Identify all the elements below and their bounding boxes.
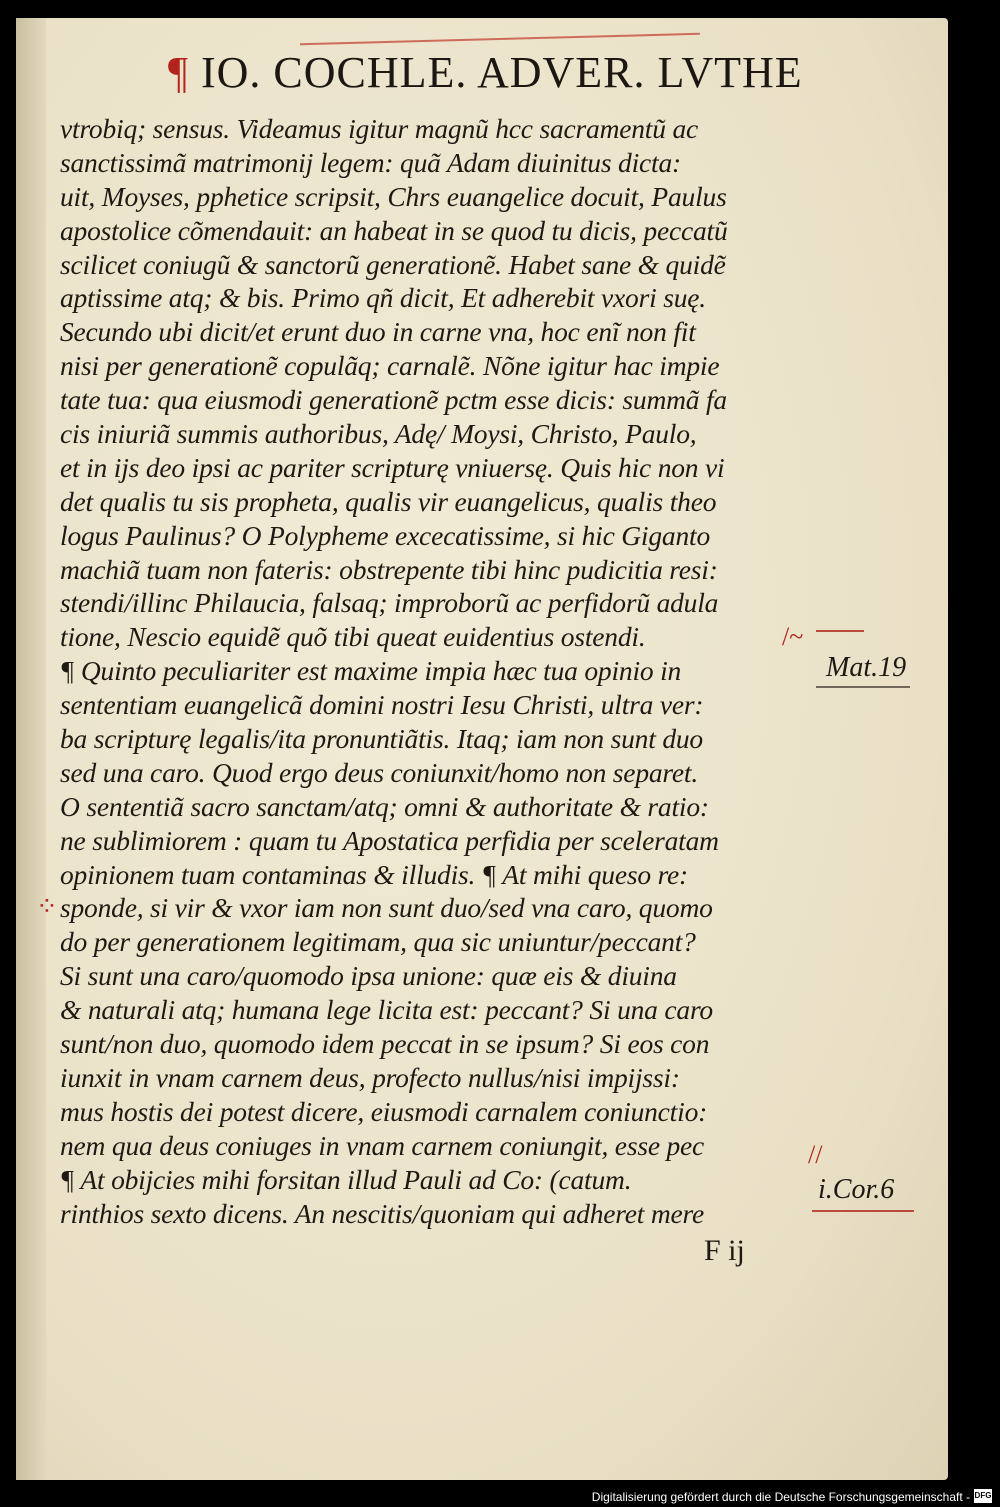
margin-note-rule-cor bbox=[812, 1210, 914, 1212]
text-line: scilicet coniugũ & sanctorũ generationẽ. Habet sane & quidẽ bbox=[60, 248, 726, 280]
margin-note-mat: Mat.19 bbox=[826, 652, 907, 683]
text-line: opinionem tuam contaminas & illudis. ¶ At mihi queso re: bbox=[60, 858, 689, 890]
text-line: sed una caro. Quod ergo deus coniunxit/homo non separet. bbox=[60, 756, 699, 788]
text-line: Si sunt una caro/quomodo ipsa unione: quæ eis & diuina bbox=[60, 960, 677, 992]
text-line: do per generationem legitimam, qua sic uniuntur/peccant? bbox=[60, 926, 696, 958]
text-line: apostolice cõmendauit: an habeat in se quod tu dicis, peccatũ bbox=[60, 214, 728, 246]
text-line: vtrobiq; sensus. Videamus igitur magnũ hcc sacramentũ ac bbox=[60, 113, 699, 144]
text-line: ne sublimiorem : quam tu Apostatica perfidia per sceleratam bbox=[60, 824, 719, 856]
text-line: & naturali atq; humana lege licita est: peccant? Si una caro bbox=[60, 994, 713, 1026]
running-header bbox=[168, 48, 803, 98]
text-line: machiã tuam non fateris: obstrepente tibi hinc pudicitia resi: bbox=[60, 553, 718, 585]
text-line: mus hostis dei potest dicere, eiusmodi carnalem coniunctio: bbox=[60, 1095, 708, 1127]
text-line: O sententiã sacro sanctam/atq; omni & authoritate & ratio: bbox=[60, 790, 709, 822]
text-line: logus Paulinus? O Polypheme excecatissime, si hic Giganto bbox=[60, 519, 710, 551]
text-line: aptissime atq; & bis. Primo qñ dicit, Et adherebit vxori suę. bbox=[60, 282, 706, 314]
text-line: et in ijs deo ipsi ac pariter scripturę vniuersę. Quis hic non vi bbox=[60, 451, 725, 483]
text-line: cis iniuriã summis authoribus, Adę/ Moysi, Christo, Paulo, bbox=[60, 418, 697, 450]
text-line: nisi per generationẽ copulãq; carnalẽ. Nõne igitur hac impie bbox=[60, 350, 720, 382]
marginal-mark: /~ bbox=[782, 622, 804, 651]
text-line: sententiam euangelicã domini nostri Iesu Christi, ultra ver: bbox=[60, 689, 704, 721]
footer-credit: Digitalisierung gefördert durch die Deutsche Forschungsgemeinschaft - bbox=[591, 1490, 970, 1504]
margin-note-rule bbox=[816, 630, 864, 632]
body-text bbox=[60, 112, 823, 1230]
text-line: iunxit in vnam carnem deus, profecto nullus/nisi impijssi: bbox=[60, 1061, 680, 1093]
text-line: det qualis tu sis propheta, qualis vir euangelicus, qualis theo bbox=[60, 485, 717, 517]
text-line: ba scripturę legalis/ita pronuntiãtis. Itaq; iam non sunt duo bbox=[60, 723, 703, 755]
text-line: stendi/illinc Philaucia, falsaq; improborũ ac perfidorũ adula bbox=[60, 587, 719, 619]
text-line: ¶ Quinto peculiariter est maxime impia hæc tua opinio in bbox=[60, 655, 682, 687]
text-line: tate tua: qua eiusmodi generationẽ pctm esse dicis: summã fa bbox=[60, 384, 727, 416]
text-line: uit, Moyses, pphetice scripsit, Chrs euangelice docuit, Paulus bbox=[60, 180, 727, 212]
text-line: ¶ At obijcies mihi forsitan illud Pauli ad Co: (catum. bbox=[60, 1163, 632, 1195]
text-line: sunt/non duo, quomodo idem peccat in se ipsum? Si eos con bbox=[60, 1028, 710, 1060]
margin-note-underline bbox=[816, 686, 910, 688]
page-gutter bbox=[16, 18, 46, 1480]
text-line: sponde, si vir & vxor iam non sunt duo/sed vna caro, quomo bbox=[60, 892, 713, 924]
text-line: sanctissimã matrimonij legem: quã Adam diuinitus dicta: bbox=[60, 146, 681, 178]
text-line: rinthios sexto dicens. An nescitis/quoniam qui adheret mere bbox=[60, 1197, 705, 1229]
pilcrow-mark: ¶ bbox=[168, 48, 189, 97]
text-line: tione, Nescio equidẽ quõ tibi queat euidentius ostendi. bbox=[60, 621, 646, 653]
text-line: nem qua deus coniuges in vnam carnem coniungit, esse pec bbox=[60, 1129, 705, 1161]
header-title: IO. COCHLE. ADVER. LVTHE bbox=[200, 48, 803, 97]
marginal-mark-right: // bbox=[808, 1140, 823, 1169]
marginal-mark-left: ⁘ bbox=[36, 892, 58, 921]
margin-note-cor: i.Cor.6 bbox=[818, 1174, 895, 1205]
signature-mark: F ij bbox=[704, 1234, 745, 1267]
text-line: Secundo ubi dicit/et erunt duo in carne vna, hoc enĩ non fit bbox=[60, 316, 696, 348]
dfg-logo: DFG bbox=[974, 1489, 992, 1503]
